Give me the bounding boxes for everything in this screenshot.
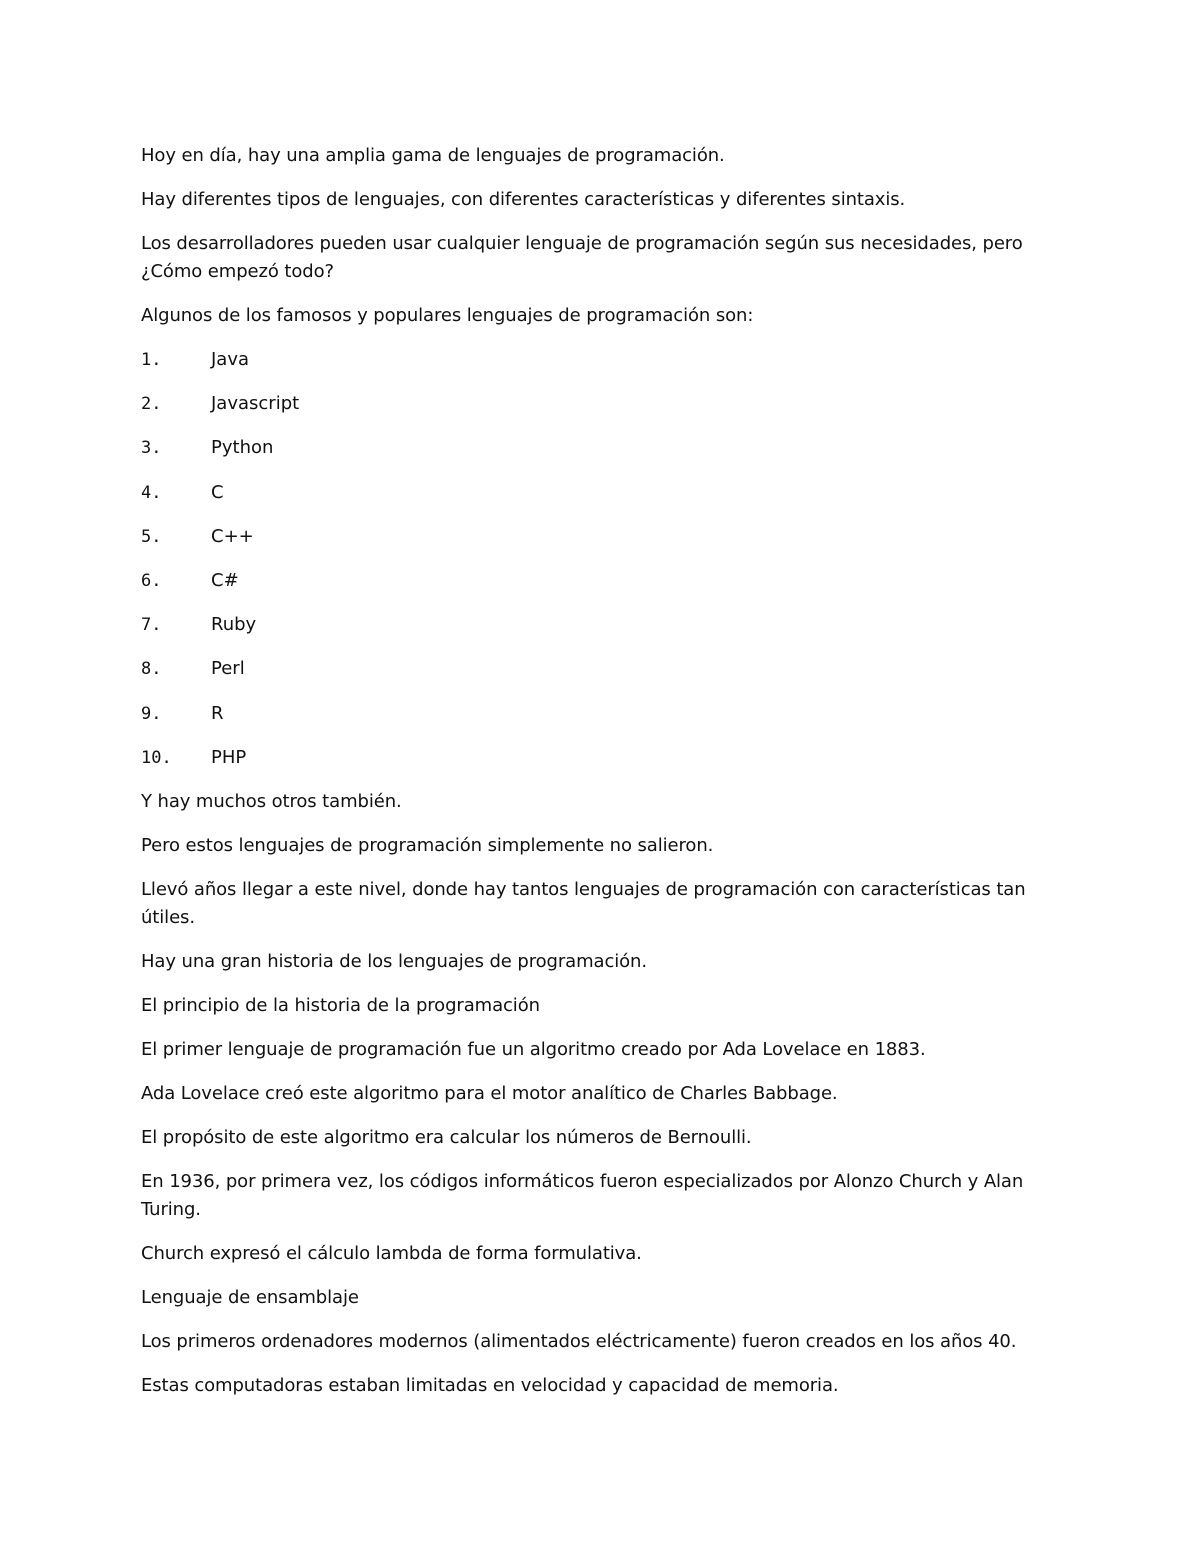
paragraph-body-5: El primer lenguaje de programación fue un algoritmo creado por Ada Lovelace en 1883.: [141, 1038, 926, 1060]
section-heading-assembly: Lenguaje de ensamblaje: [141, 1286, 359, 1308]
section-heading-history: El principio de la historia de la programación: [141, 994, 540, 1016]
document-content: [141, 142, 1061, 1416]
paragraph-body-1: Y hay muchos otros también.: [141, 790, 402, 812]
list-item-text: C++: [211, 525, 254, 547]
paragraph-intro-1: Hoy en día, hay una amplia gama de lenguajes de programación.: [141, 145, 725, 166]
list-item: [141, 479, 1061, 507]
list-item-number: 4.: [141, 482, 162, 503]
list-item-text: PHP: [211, 746, 247, 768]
list-item: [141, 655, 1061, 683]
paragraph-body-8: [141, 1168, 1061, 1224]
paragraph-intro-3: [141, 230, 1061, 286]
list-item-number: 6.: [141, 570, 162, 591]
list-item-text: C#: [211, 569, 239, 591]
list-item-number: 7.: [141, 615, 162, 636]
paragraph-intro-3-line-1: Los desarrolladores pueden usar cualquier lenguaje de programación según sus necesidades, pero: [141, 233, 1023, 254]
paragraph-body-8-line-1: En 1936, por primera vez, los códigos informáticos fueron especializados por Alonzo Church y Alan: [141, 1170, 1024, 1192]
list-item-text: Python: [211, 437, 274, 459]
paragraph-body-3: Llevó años llegar a este nivel, donde hay tantos lenguajes de programación con características tan útiles.: [141, 878, 1026, 928]
list-item-number: 5.: [141, 526, 162, 547]
paragraph-body-4: Hay una gran historia de los lenguajes de programación.: [141, 950, 647, 972]
list-item-number: 8.: [141, 659, 162, 680]
paragraph-intro-4: Algunos de los famosos y populares lenguajes de programación son:: [141, 305, 754, 326]
paragraph-body-9: Church expresó el cálculo lambda de forma formulativa.: [141, 1242, 642, 1264]
list-item: [141, 700, 1061, 728]
list-item: [141, 346, 1061, 374]
list-item: [141, 611, 1061, 639]
paragraph-body-10: Los primeros ordenadores modernos (alimentados eléctricamente) fueron creados en los años 40.: [141, 1330, 1017, 1352]
list-item-number: 1.: [141, 350, 162, 370]
list-item: [141, 567, 1061, 595]
list-item-number: 10.: [141, 747, 172, 768]
paragraph-body-6: Ada Lovelace creó este algoritmo para el motor analítico de Charles Babbage.: [141, 1082, 838, 1104]
list-item-number: 2.: [141, 394, 162, 415]
list-item: [141, 390, 1061, 418]
paragraph-body-8-line-2: Turing.: [141, 1198, 201, 1220]
list-item-text: Javascript: [211, 393, 300, 415]
languages-list: [141, 346, 1061, 772]
list-item: [141, 523, 1061, 551]
paragraph-body-7: El propósito de este algoritmo era calcular los números de Bernoulli.: [141, 1126, 752, 1148]
list-item-text: Ruby: [211, 614, 257, 636]
paragraph-body-2: Pero estos lenguajes de programación simplemente no salieron.: [141, 834, 714, 856]
list-item-number: 9.: [141, 703, 162, 724]
list-item-number: 3.: [141, 438, 162, 459]
list-item-text: R: [211, 702, 224, 724]
paragraph-intro-2: Hay diferentes tipos de lenguajes, con diferentes características y diferentes sintaxis.: [141, 189, 906, 210]
list-item-text: Perl: [211, 658, 245, 680]
list-item-text: Java: [211, 349, 250, 370]
list-item: [141, 434, 1061, 462]
paragraph-intro-3-line-2: ¿Cómo empezó todo?: [141, 261, 334, 282]
paragraph-body-11: Estas computadoras estaban limitadas en velocidad y capacidad de memoria.: [141, 1374, 839, 1396]
list-item-text: C: [211, 481, 224, 503]
list-item: [141, 744, 1061, 772]
